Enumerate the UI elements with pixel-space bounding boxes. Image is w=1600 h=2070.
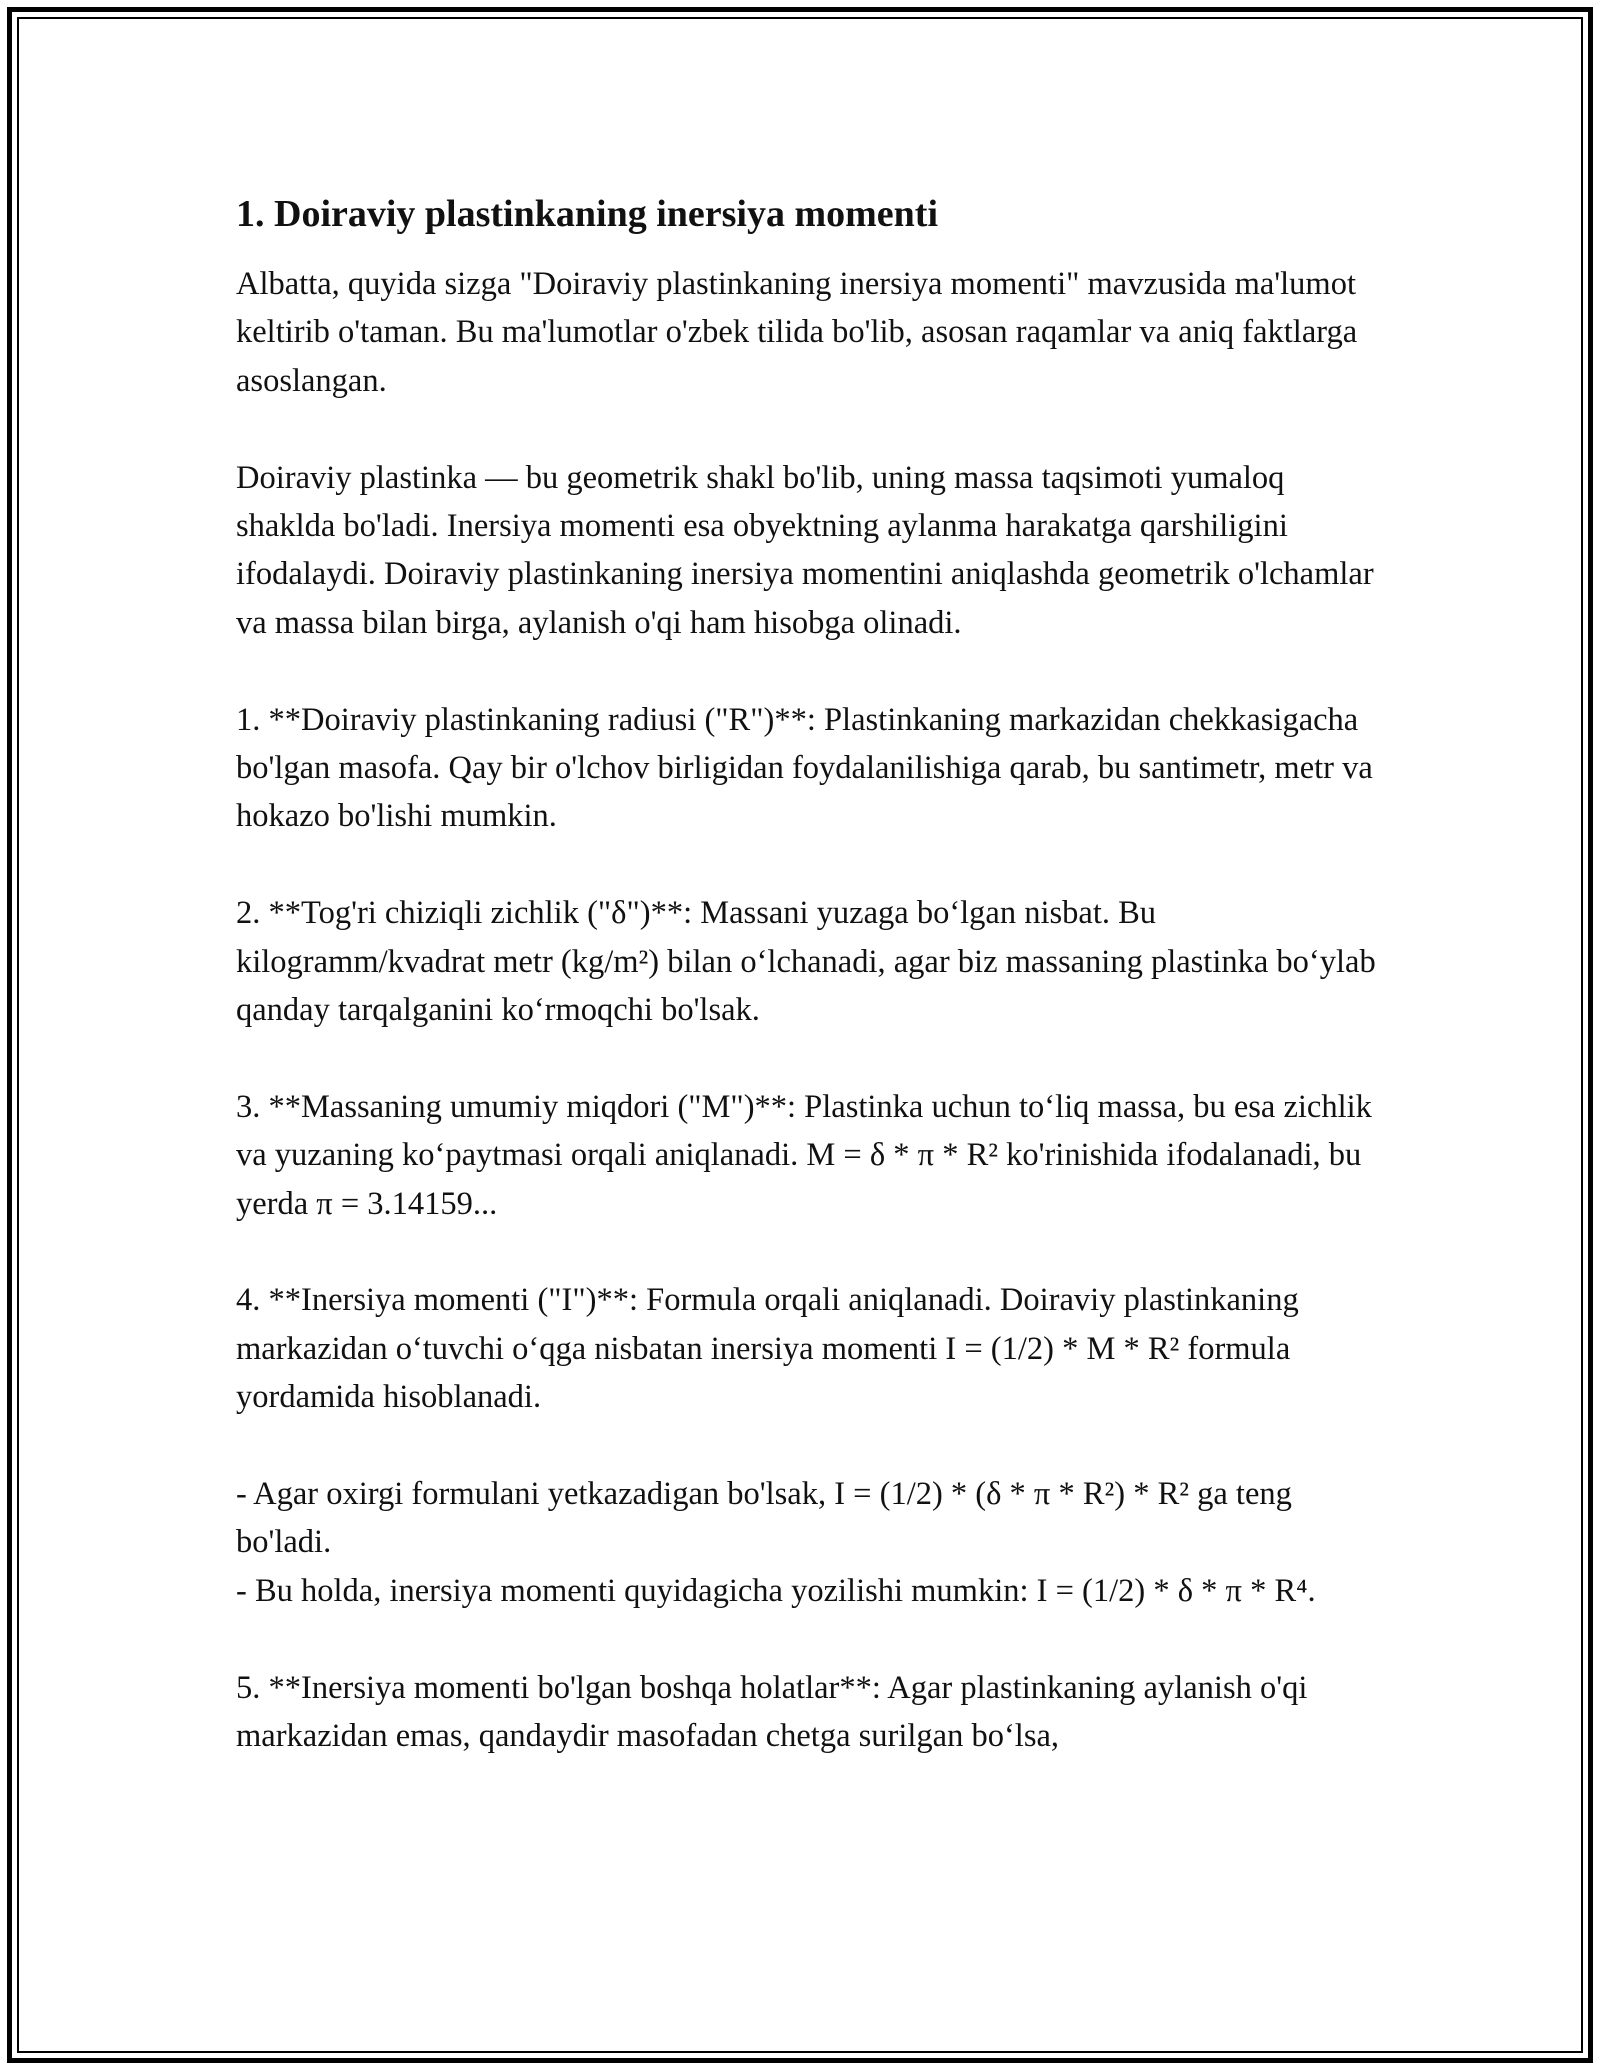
list-item-mass: 3. **Massaning umumiy miqdori ("M")**: Plastinka uchun to‘liq massa, bu esa zichlik va yuzaning ko‘paytmasi orqali aniqlanadi. M = δ * π * R² ko'rinishida ifodalanadi, bu yerda π = 3.14159... [236,1088,1372,1222]
formula-derivation: - Agar oxirgi formulani yetkazadigan bo'lsak, I = (1/2) * (δ * π * R²) * R² ga teng bo'ladi. - Bu holda, inersiya momenti quyidagicha yozilishi mumkin: I = (1/2) * δ * π * R⁴. [236,1476,1316,1609]
list-item-density: 2. **Tog'ri chiziqli zichlik ("δ")**: Massani yuzaga bo‘lgan nisbat. Bu kilogramm/kvadrat metr (kg/m²) bilan o‘lchanadi, agar biz massaning plastinka bo‘ylab qanday tarqalganini ko‘rmoqchi bo'lsak. [236,895,1376,1029]
document-body [236,190,1376,1809]
list-item-inertia: 4. **Inersiya momenti ("I")**: Formula orqali aniqlanadi. Doiraviy plastinkaning markazidan o‘tuvchi o‘qga nisbatan inersiya momenti I = (1/2) * M * R² formula yordamida hisoblanadi. [236,1282,1299,1416]
list-item-other-cases: 5. **Inersiya momenti bo'lgan boshqa holatlar**: Agar plastinkaning aylanish o'qi markazidan emas, qandaydir masofadan chetga surilgan bo‘lsa, [236,1669,1308,1755]
page-title: 1. Doiraviy plastinkaning inersiya momenti [236,193,938,235]
intro-paragraph: Albatta, quyida sizga "Doiraviy plastinkaning inersiya momenti" mavzusida ma'lumot keltirib o'taman. Bu ma'lumotlar o'zbek tilida bo'lib, asosan raqamlar va aniq faktlarga asoslangan. [236,266,1358,399]
definition-paragraph: Doiraviy plastinka — bu geometrik shakl bo'lib, uning massa taqsimoti yumaloq shaklda bo'ladi. Inersiya momenti esa obyektning aylanma harakatga qarshiligini ifodalaydi. Doiraviy plastinkaning inersiya momentini aniqlashda geometrik o'lchamlar va massa bilan birga, aylanish o'qi ham hisobga olinadi. [236,459,1374,641]
list-item-radius: 1. **Doiraviy plastinkaning radiusi ("R")**: Plastinkaning markazidan chekkasigacha bo'lgan masofa. Qay bir o'lchov birligidan foydalanilishiga qarab, bu santimetr, metr va hokazo bo'lishi mumkin. [236,701,1373,835]
